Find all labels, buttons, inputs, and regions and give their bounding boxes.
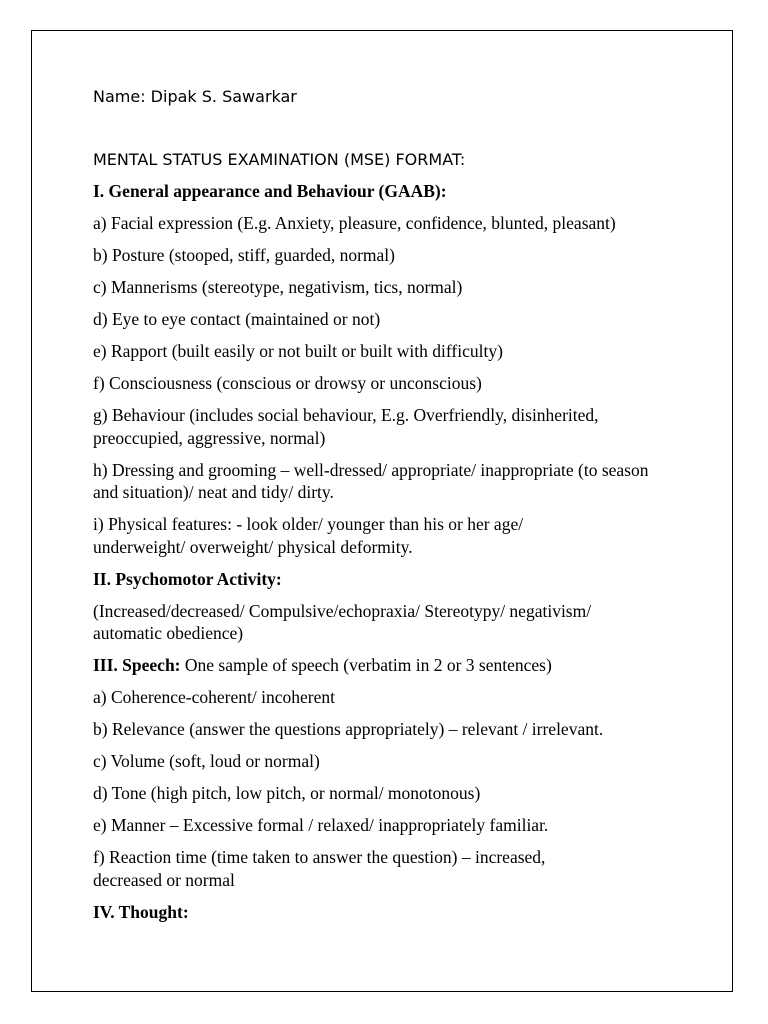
section-heading-psychomotor: II. Psychomotor Activity: xyxy=(93,568,282,589)
section-heading-speech: III. Speech: xyxy=(93,655,181,675)
speech-item-f: f) Reaction time (time taken to answer the question) – increased, decreased or normal xyxy=(93,847,546,890)
gaab-item-c: c) Mannerisms (stereotype, negativism, tics, normal) xyxy=(93,277,463,297)
speech-item-d: d) Tone (high pitch, low pitch, or normal/ monotonous) xyxy=(93,783,481,803)
speech-item-a: a) Coherence-coherent/ incoherent xyxy=(93,687,335,707)
gaab-item-i: i) Physical features: - look older/ younger than his or her age/ underweight/ overweight/ physical deformity. xyxy=(93,514,524,557)
section-heading-gaab: I. General appearance and Behaviour (GAAB): xyxy=(93,181,447,201)
speech-item-b: b) Relevance (answer the questions appropriately) – relevant / irrelevant. xyxy=(93,719,604,739)
gaab-item-b: b) Posture (stooped, stiff, guarded, normal) xyxy=(93,245,395,265)
gaab-item-h: h) Dressing and grooming – well-dressed/ appropriate/ inappropriate (to season and situation)/ neat and tidy/ dirty. xyxy=(93,459,649,502)
section-heading-thought: IV. Thought: xyxy=(93,901,189,922)
gaab-item-e: e) Rapport (built easily or not built or built with difficulty) xyxy=(93,341,503,361)
gaab-item-d: d) Eye to eye contact (maintained or not) xyxy=(93,309,381,329)
document-body xyxy=(93,86,693,933)
speech-heading-line xyxy=(93,654,693,677)
gaab-item-f: f) Consciousness (conscious or drowsy or unconscious) xyxy=(93,373,482,393)
name-line: Name: Dipak S. Sawarkar xyxy=(93,87,297,106)
gaab-item-a: a) Facial expression (E.g. Anxiety, pleasure, confidence, blunted, pleasant) xyxy=(93,213,616,233)
psychomotor-body: (Increased/decreased/ Compulsive/echopraxia/ Stereotypy/ negativism/ automatic obedience) xyxy=(93,600,592,643)
format-title: MENTAL STATUS EXAMINATION (MSE) FORMAT: xyxy=(93,150,466,169)
speech-heading-rest: One sample of speech (verbatim in 2 or 3 sentences) xyxy=(180,655,552,675)
gaab-item-g: g) Behaviour (includes social behaviour, E.g. Overfriendly, disinherited, preoccupied, aggressive, normal) xyxy=(93,405,599,448)
speech-item-e: e) Manner – Excessive formal / relaxed/ inappropriately familiar. xyxy=(93,815,549,835)
speech-item-c: c) Volume (soft, loud or normal) xyxy=(93,751,320,771)
